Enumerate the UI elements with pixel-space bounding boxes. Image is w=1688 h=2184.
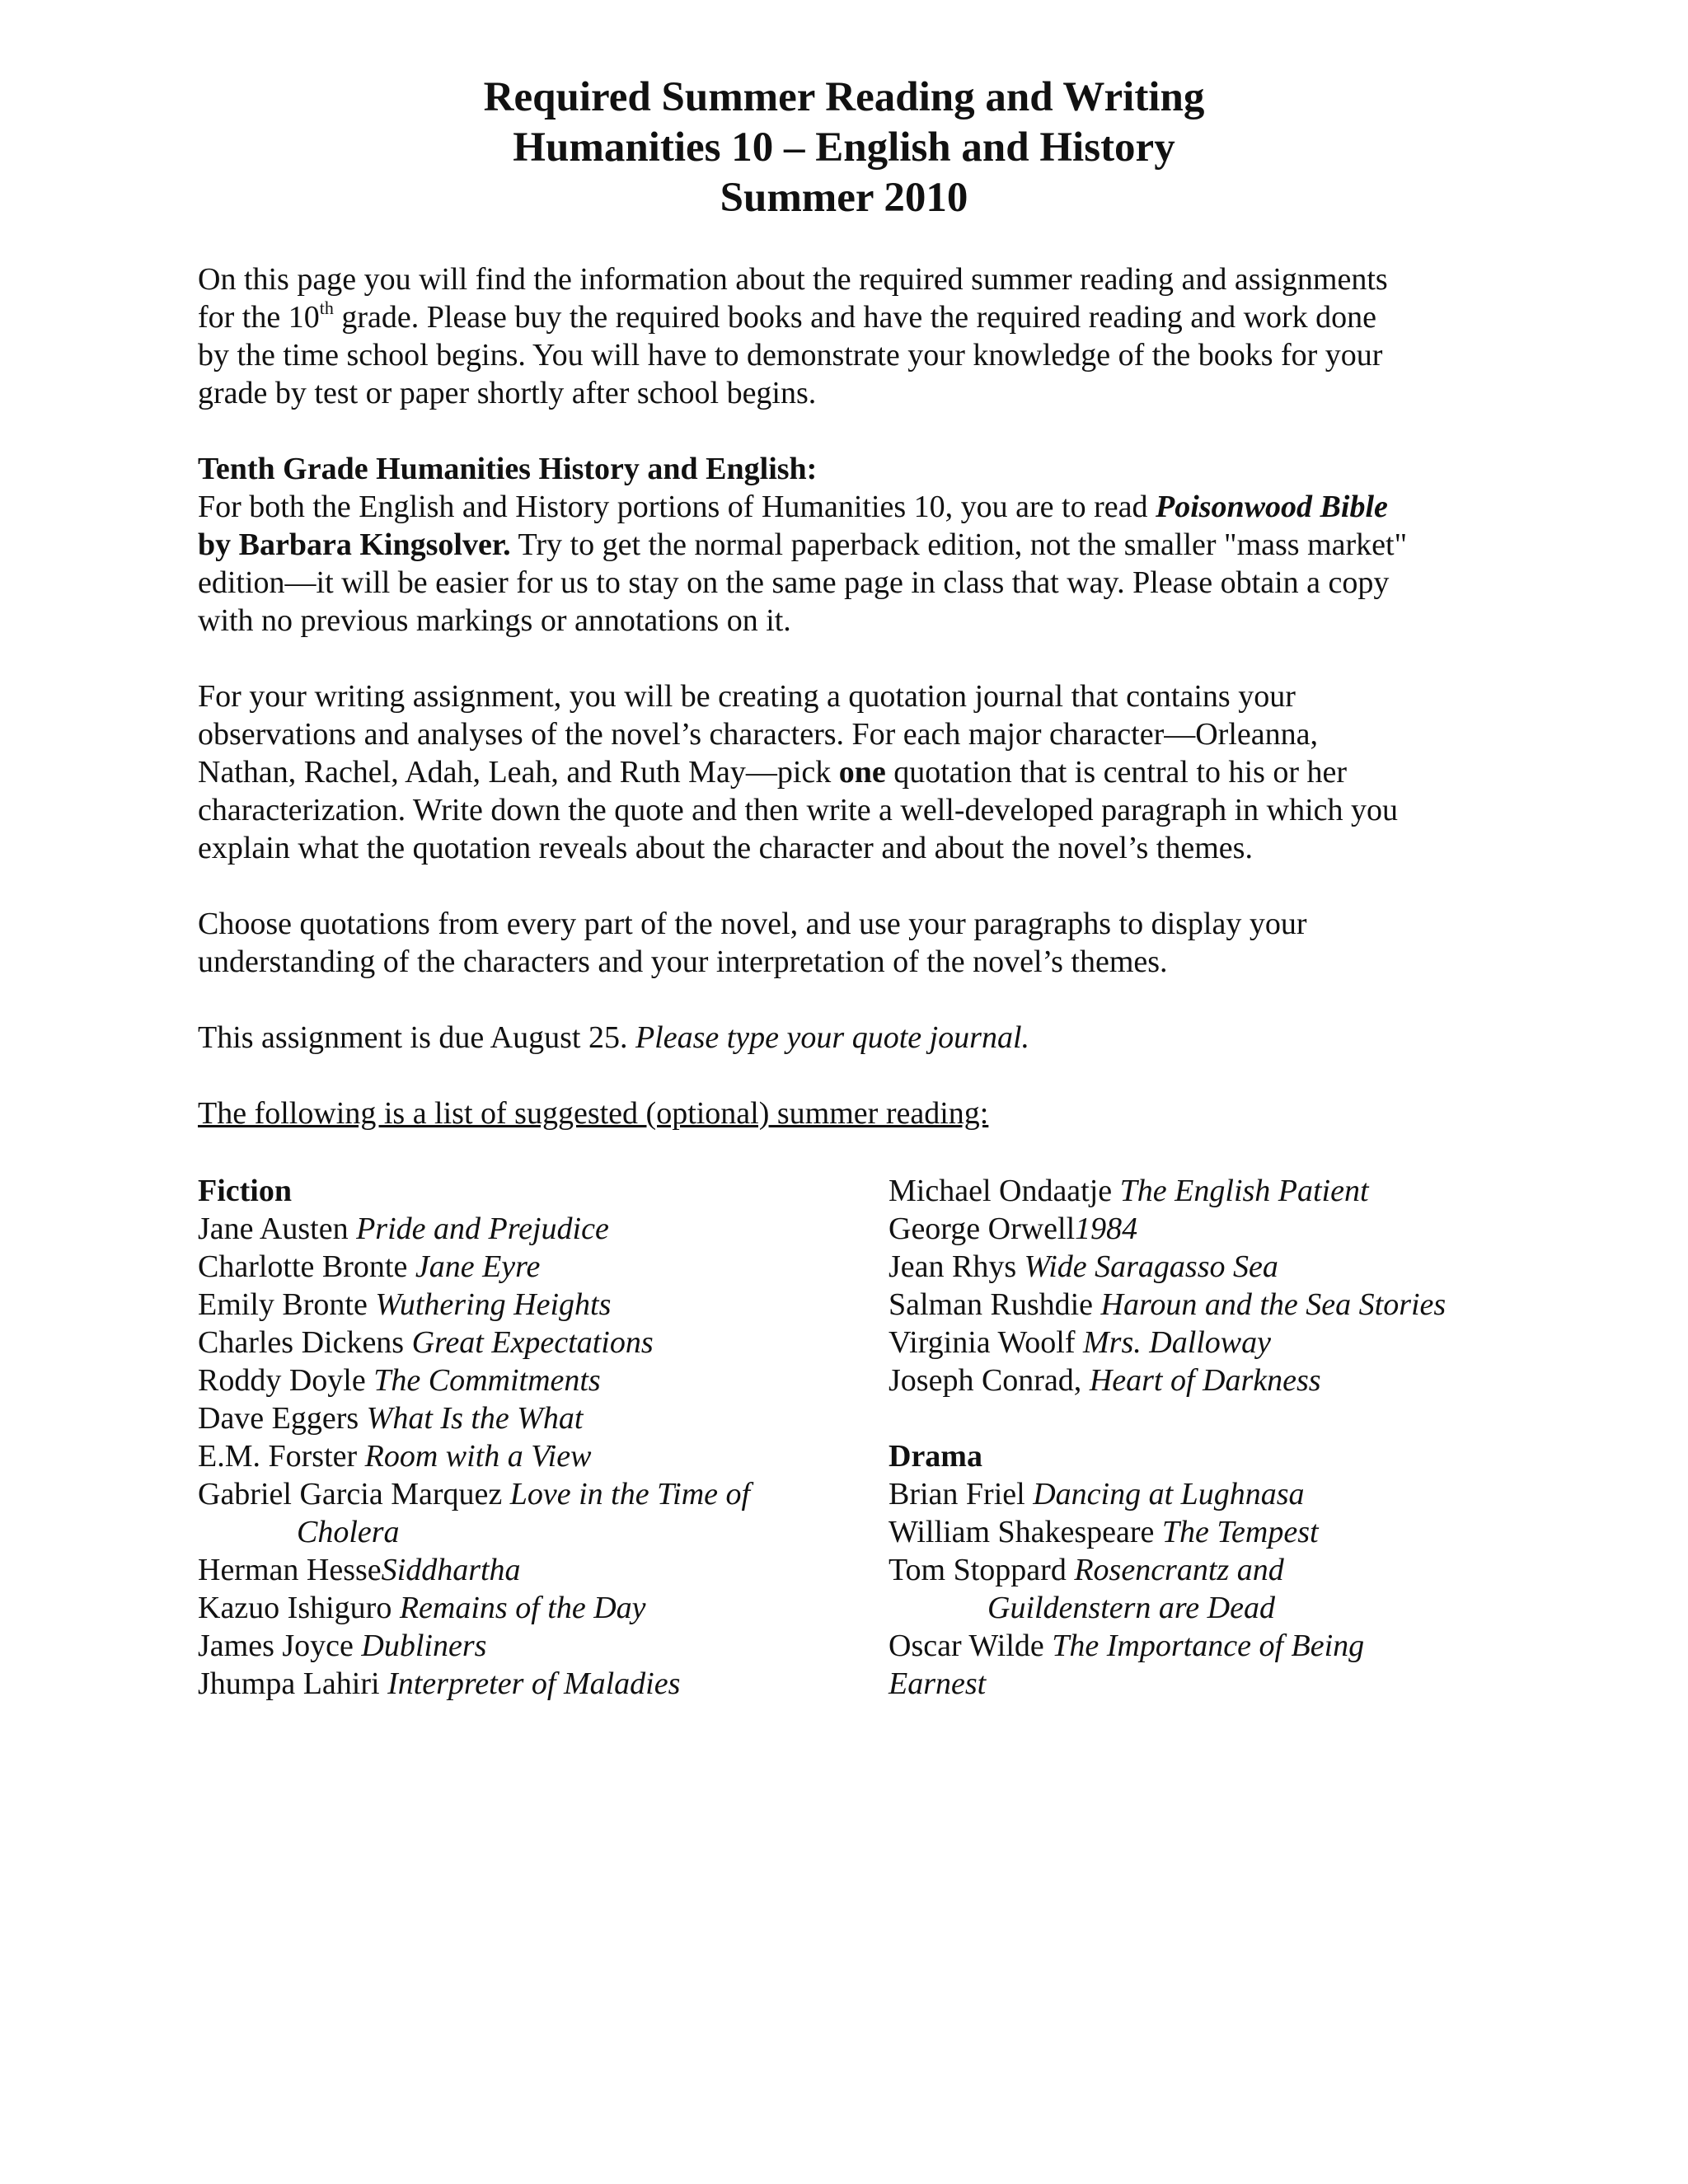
- list-item: [198, 1399, 874, 1437]
- book-author: Salman Rushdie: [889, 1287, 1101, 1322]
- book-title: Wuthering Heights: [375, 1287, 612, 1322]
- book-author: Tom Stoppard: [889, 1553, 1075, 1587]
- section-line: with no previous markings or annotations on it.: [198, 603, 791, 638]
- list-item: [889, 1172, 1548, 1210]
- list-item: [198, 1589, 874, 1627]
- list-item: [889, 1551, 1548, 1627]
- book-title: Love in the Time of: [509, 1477, 751, 1511]
- book-author: Kazuo Ishiguro: [198, 1591, 400, 1625]
- intro-line: grade by test or paper shortly after school begins.: [198, 376, 817, 410]
- due-line: [198, 1019, 1517, 1057]
- section-text: Try to get the normal paperback edition, not the smaller "mass market": [510, 527, 1408, 562]
- book-title: Wide Saragasso Sea: [1024, 1249, 1278, 1284]
- intro-line: by the time school begins. You will have to demonstrate your knowledge of the books for your: [198, 338, 1383, 373]
- list-item: [889, 1324, 1548, 1361]
- book-title: Rosencrantz and: [1074, 1553, 1284, 1587]
- intro-text: for the 10: [198, 300, 320, 335]
- required-reading-paragraph: [198, 450, 1517, 640]
- list-item: [198, 1248, 874, 1286]
- intro-paragraph: [198, 260, 1517, 412]
- book-author: Jean Rhys: [889, 1249, 1025, 1284]
- title-line-2: Humanities 10 – English and History: [513, 124, 1175, 171]
- book-author: Joseph Conrad,: [889, 1363, 1090, 1398]
- book-author: Charles Dickens: [198, 1325, 412, 1360]
- list-item: [889, 1513, 1548, 1551]
- emphasis-one: one: [838, 755, 886, 790]
- title-line-1: Required Summer Reading and Writing: [483, 74, 1205, 120]
- book-author: Herman Hesse: [198, 1553, 382, 1587]
- fiction-heading: Fiction: [198, 1174, 292, 1208]
- book-author: William Shakespeare: [889, 1515, 1162, 1549]
- intro-line: [198, 298, 1517, 336]
- section-line: edition—it will be easier for us to stay on the same page in class that way. Please obtain a copy: [198, 565, 1390, 600]
- title-line-3: Summer 2010: [720, 175, 968, 221]
- book-author: Brian Friel: [889, 1477, 1034, 1511]
- list-item: [198, 1627, 874, 1665]
- due-paragraph: [198, 1019, 1517, 1057]
- list-item: [889, 1627, 1548, 1703]
- book-title: Interpreter of Maladies: [387, 1666, 681, 1701]
- list-item: [198, 1665, 874, 1703]
- book-title: The English Patient: [1119, 1174, 1369, 1208]
- section-heading: Tenth Grade Humanities History and English:: [198, 452, 818, 486]
- drama-heading: Drama: [889, 1439, 982, 1474]
- book-author: George Orwell: [889, 1212, 1076, 1246]
- list-item: [198, 1210, 874, 1248]
- book-title: The Importance of Being: [1052, 1629, 1365, 1663]
- book-author: by Barbara Kingsolver.: [198, 527, 511, 562]
- intro-text: grade. Please buy the required books and have the required reading and work done: [333, 300, 1377, 335]
- list-item: [198, 1551, 874, 1589]
- section-text: For both the English and History portions of Humanities 10, you are to read: [198, 490, 1156, 524]
- book-author: Oscar Wilde: [889, 1629, 1053, 1663]
- list-item: [198, 1361, 874, 1399]
- due-text: This assignment is due August 25.: [198, 1020, 635, 1055]
- choose-paragraph: [198, 905, 1517, 981]
- section-line: [198, 526, 1517, 564]
- writing-line: characterization. Write down the quote and then write a well-developed paragraph in which you: [198, 793, 1398, 827]
- drama-list: [889, 1475, 1548, 1703]
- list-item: [889, 1361, 1548, 1399]
- section-line: [198, 488, 1517, 526]
- writing-line: explain what the quotation reveals about the character and about the novel’s themes.: [198, 831, 1253, 865]
- book-title: Haroun and the Sea Stories: [1100, 1287, 1447, 1322]
- document-title: [0, 73, 1688, 223]
- book-title: Siddhartha: [381, 1553, 521, 1587]
- right-column: [889, 1172, 1548, 1703]
- book-title: Pride and Prejudice: [356, 1212, 609, 1246]
- book-author: James Joyce: [198, 1629, 362, 1663]
- book-title: The Commitments: [373, 1363, 601, 1398]
- spacer: [889, 1399, 1548, 1437]
- list-item: [889, 1475, 1548, 1513]
- suggested-heading: The following is a list of suggested (optional) summer reading:: [198, 1096, 989, 1131]
- document-body: [198, 260, 1517, 1170]
- book-title: Great Expectations: [411, 1325, 654, 1360]
- book-title: The Tempest: [1161, 1515, 1319, 1549]
- book-title-continued: Earnest: [889, 1666, 987, 1701]
- due-instruction: Please type your quote journal.: [635, 1020, 1030, 1055]
- writing-paragraph: [198, 677, 1517, 867]
- book-author: Dave Eggers: [198, 1401, 367, 1436]
- book-title: Mrs. Dalloway: [1083, 1325, 1272, 1360]
- writing-text: quotation that is central to his or her: [885, 755, 1348, 790]
- fiction-list: [198, 1210, 874, 1703]
- book-title: 1984: [1075, 1212, 1138, 1246]
- book-title: Room with a View: [364, 1439, 592, 1474]
- book-title-continued: Guildenstern are Dead: [987, 1591, 1275, 1625]
- writing-line: For your writing assignment, you will be creating a quotation journal that contains your: [198, 679, 1296, 714]
- list-item: [198, 1475, 874, 1551]
- book-author: Jhumpa Lahiri: [198, 1666, 388, 1701]
- writing-line: [198, 753, 1517, 791]
- book-title: Poisonwood Bible: [1156, 490, 1388, 524]
- choose-line: understanding of the characters and your interpretation of the novel’s themes.: [198, 944, 1168, 979]
- list-item: [198, 1286, 874, 1324]
- superscript-th: th: [319, 298, 334, 319]
- book-title: Dubliners: [361, 1629, 487, 1663]
- book-author: E.M. Forster: [198, 1439, 365, 1474]
- book-title: What Is the What: [366, 1401, 584, 1436]
- list-item: [889, 1248, 1548, 1286]
- book-author: Charlotte Bronte: [198, 1249, 415, 1284]
- fiction-list-continued: [889, 1172, 1548, 1399]
- book-title: Heart of Darkness: [1089, 1363, 1321, 1398]
- book-title: Remains of the Day: [399, 1591, 646, 1625]
- list-item: [198, 1324, 874, 1361]
- book-author: Jane Austen: [198, 1212, 357, 1246]
- writing-text: Nathan, Rachel, Adah, Leah, and Ruth May—pick: [198, 755, 839, 790]
- book-author: Virginia Woolf: [889, 1325, 1084, 1360]
- intro-line: On this page you will find the information about the required summer reading and assignments: [198, 262, 1388, 297]
- left-column: [198, 1172, 874, 1703]
- list-item: [889, 1210, 1548, 1248]
- book-author: Roddy Doyle: [198, 1363, 374, 1398]
- book-title-continued: Cholera: [297, 1515, 400, 1549]
- book-author: Michael Ondaatje: [889, 1174, 1120, 1208]
- choose-line: Choose quotations from every part of the novel, and use your paragraphs to display your: [198, 907, 1307, 941]
- writing-line: observations and analyses of the novel’s characters. For each major character—Orleanna,: [198, 717, 1318, 752]
- suggested-paragraph: [198, 1094, 1517, 1132]
- book-title: Dancing at Lughnasa: [1033, 1477, 1305, 1511]
- list-item: [889, 1286, 1548, 1324]
- list-item: [198, 1437, 874, 1475]
- book-title: Jane Eyre: [415, 1249, 541, 1284]
- book-author: Emily Bronte: [198, 1287, 376, 1322]
- book-author: Gabriel Garcia Marquez: [198, 1477, 510, 1511]
